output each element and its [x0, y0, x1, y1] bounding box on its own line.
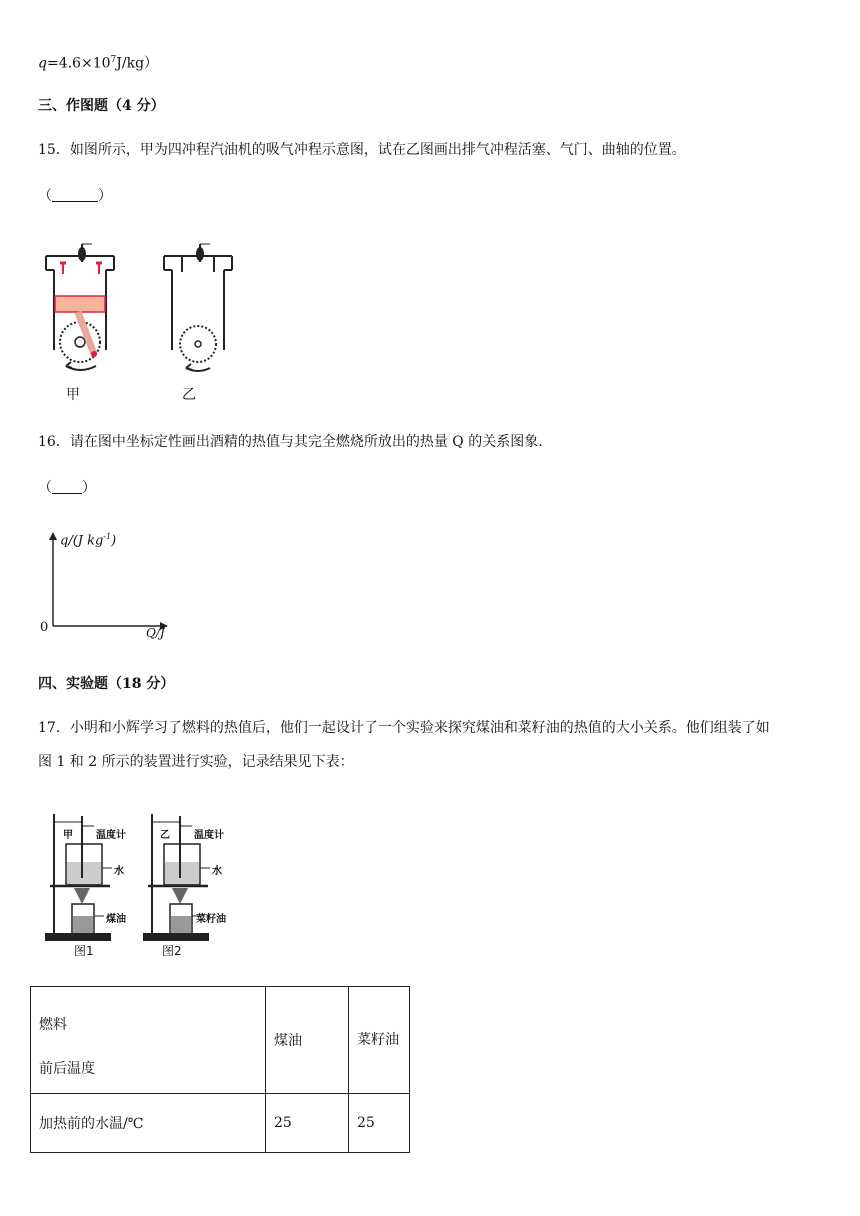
- fig2-tag: 乙: [160, 830, 170, 841]
- y-axis-label: [60, 532, 116, 548]
- q15-blank-close: ）: [98, 188, 112, 204]
- q16-text: 16．请在图中坐标定性画出酒精的热值与其完全燃烧所放出的热量 Q 的关系图象.: [38, 434, 543, 450]
- y-axis-arrow: [49, 532, 57, 540]
- q16-blank-line[interactable]: [52, 479, 82, 494]
- q17-line1: 17．小明和小辉学习了燃料的热值后，他们一起设计了一个实验来探究煤油和菜籽油的热值的大小关系。他们组装了如: [38, 720, 770, 736]
- q16-answer-blank: [38, 478, 96, 498]
- fig2-caption: 图2: [162, 944, 182, 958]
- table-header-corner: [31, 987, 266, 1094]
- formula-unit: J/kg）: [116, 55, 159, 72]
- header-temp: 前后温度: [39, 1061, 95, 1077]
- section3-title: 三、作图题（4 分）: [38, 98, 165, 114]
- x-axis-label: Q/J: [146, 626, 165, 640]
- q15-text: 15．如图所示，甲为四冲程汽油机的吸气冲程示意图，试在乙图画出排气冲程活塞、气门、曲轴的位置。: [38, 142, 686, 158]
- row1-label: 加热前的水温/℃: [31, 1094, 266, 1153]
- engine-jia: [46, 244, 114, 370]
- caption-yi: 乙: [182, 387, 196, 403]
- row1-rapeseed: 25: [349, 1094, 410, 1153]
- y-axis-label-exp: -1: [103, 532, 112, 541]
- row1-kerosene: 25: [266, 1094, 349, 1153]
- y-axis-label-text: q/(J kg: [60, 533, 104, 549]
- caption-jia: 甲: [66, 387, 80, 403]
- header-fuel: 燃料: [39, 1017, 67, 1033]
- formula-exp: 7: [110, 55, 117, 65]
- table-row: [31, 1094, 410, 1153]
- formula-line: [38, 50, 158, 74]
- q15-blank-open: （: [38, 188, 52, 204]
- table-row: [31, 987, 410, 1094]
- q15-blank-line[interactable]: [52, 187, 98, 202]
- fig1-thermo: 温度计: [96, 830, 126, 841]
- fig1-tag: 甲: [63, 830, 73, 841]
- formula-text: =4.6×10: [46, 55, 111, 72]
- results-table: [30, 986, 410, 1153]
- fig1-fuel: 煤油: [106, 914, 126, 925]
- header-rapeseed-oil: 菜籽油: [349, 987, 410, 1094]
- fig1-caption: 图1: [74, 944, 94, 958]
- header-kerosene: 煤油: [266, 987, 349, 1094]
- fig2-thermo: 温度计: [194, 830, 224, 841]
- fig2-fuel: 菜籽油: [196, 914, 226, 925]
- section4-title: 四、实验题（18 分）: [38, 676, 175, 692]
- formula-var: q: [38, 55, 47, 72]
- axes-figure: [38, 526, 172, 644]
- y-axis-label-end: ): [111, 533, 117, 549]
- q16-blank-close: ）: [82, 480, 96, 496]
- engine-yi: [164, 244, 232, 371]
- fig1-water: 水: [114, 866, 124, 877]
- axes-origin: 0: [40, 620, 49, 635]
- q15-answer-blank: [38, 186, 112, 206]
- q16-blank-open: （: [38, 480, 52, 496]
- fig2-water: 水: [212, 866, 222, 877]
- q17-line2: 图 1 和 2 所示的装置进行实验，记录结果见下表：: [38, 754, 354, 770]
